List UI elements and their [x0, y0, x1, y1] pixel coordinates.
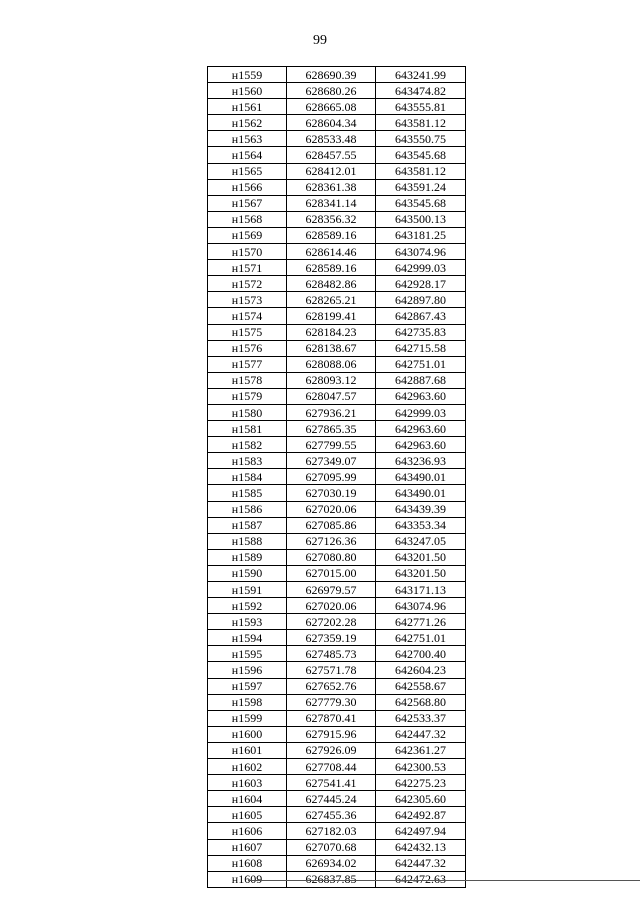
- y-coordinate-cell: 643591.24: [376, 179, 466, 195]
- y-coordinate-cell: 642447.32: [376, 726, 466, 742]
- y-coordinate-cell: 642715.58: [376, 340, 466, 356]
- y-coordinate-cell: 642447.32: [376, 855, 466, 871]
- x-coordinate-cell: 628457.55: [287, 147, 376, 163]
- y-coordinate-cell: 642568.80: [376, 694, 466, 710]
- table-row: [208, 453, 466, 469]
- point-id-cell: н1577: [208, 356, 287, 372]
- x-coordinate-cell: 627708.44: [287, 759, 376, 775]
- x-coordinate-cell: 627080.80: [287, 549, 376, 565]
- point-id-cell: н1560: [208, 83, 287, 99]
- y-coordinate-cell: 643201.50: [376, 549, 466, 565]
- x-coordinate-cell: 627485.73: [287, 646, 376, 662]
- point-id-cell: н1589: [208, 549, 287, 565]
- x-coordinate-cell: 628093.12: [287, 372, 376, 388]
- y-coordinate-cell: 642999.03: [376, 260, 466, 276]
- point-id-cell: н1583: [208, 453, 287, 469]
- table-row: [208, 421, 466, 437]
- x-coordinate-cell: 628680.26: [287, 83, 376, 99]
- coordinates-table: [207, 66, 466, 888]
- point-id-cell: н1570: [208, 244, 287, 260]
- point-id-cell: н1594: [208, 630, 287, 646]
- y-coordinate-cell: 642472.63: [376, 871, 466, 887]
- y-coordinate-cell: 643074.96: [376, 598, 466, 614]
- y-coordinate-cell: 642735.83: [376, 324, 466, 340]
- x-coordinate-cell: 628690.39: [287, 67, 376, 83]
- y-coordinate-cell: 643181.25: [376, 227, 466, 243]
- point-id-cell: н1604: [208, 791, 287, 807]
- table-row: [208, 855, 466, 871]
- y-coordinate-cell: 642558.67: [376, 678, 466, 694]
- table-row: [208, 759, 466, 775]
- y-coordinate-cell: 642492.87: [376, 807, 466, 823]
- point-id-cell: н1562: [208, 115, 287, 131]
- point-id-cell: н1576: [208, 340, 287, 356]
- x-coordinate-cell: 628482.86: [287, 276, 376, 292]
- y-coordinate-cell: 642604.23: [376, 662, 466, 678]
- x-coordinate-cell: 627455.36: [287, 807, 376, 823]
- x-coordinate-cell: 628199.41: [287, 308, 376, 324]
- point-id-cell: н1591: [208, 582, 287, 598]
- y-coordinate-cell: 643171.13: [376, 582, 466, 598]
- point-id-cell: н1588: [208, 533, 287, 549]
- point-id-cell: н1602: [208, 759, 287, 775]
- table-row: [208, 83, 466, 99]
- table-row: [208, 163, 466, 179]
- y-coordinate-cell: 642700.40: [376, 646, 466, 662]
- y-coordinate-cell: 642751.01: [376, 630, 466, 646]
- table-row: [208, 823, 466, 839]
- x-coordinate-cell: 627865.35: [287, 421, 376, 437]
- point-id-cell: н1569: [208, 227, 287, 243]
- point-id-cell: н1605: [208, 807, 287, 823]
- x-coordinate-cell: 627020.06: [287, 598, 376, 614]
- point-id-cell: н1607: [208, 839, 287, 855]
- point-id-cell: н1606: [208, 823, 287, 839]
- y-coordinate-cell: 643490.01: [376, 485, 466, 501]
- point-id-cell: н1561: [208, 99, 287, 115]
- point-id-cell: н1578: [208, 372, 287, 388]
- x-coordinate-cell: 628265.21: [287, 292, 376, 308]
- point-id-cell: н1574: [208, 308, 287, 324]
- y-coordinate-cell: 643236.93: [376, 453, 466, 469]
- point-id-cell: н1597: [208, 678, 287, 694]
- y-coordinate-cell: 642432.13: [376, 839, 466, 855]
- y-coordinate-cell: 642963.60: [376, 437, 466, 453]
- point-id-cell: н1584: [208, 469, 287, 485]
- table-row: [208, 99, 466, 115]
- table-row: [208, 742, 466, 758]
- point-id-cell: н1598: [208, 694, 287, 710]
- table-row: [208, 131, 466, 147]
- y-coordinate-cell: 643439.39: [376, 501, 466, 517]
- x-coordinate-cell: 627445.24: [287, 791, 376, 807]
- table-row: [208, 469, 466, 485]
- x-coordinate-cell: 627541.41: [287, 775, 376, 791]
- table-row: [208, 372, 466, 388]
- point-id-cell: н1608: [208, 855, 287, 871]
- y-coordinate-cell: 642305.60: [376, 791, 466, 807]
- table-row: [208, 791, 466, 807]
- x-coordinate-cell: 628138.67: [287, 340, 376, 356]
- table-row: [208, 598, 466, 614]
- table-row: [208, 388, 466, 404]
- table-row: [208, 549, 466, 565]
- x-coordinate-cell: 628589.16: [287, 260, 376, 276]
- point-id-cell: н1603: [208, 775, 287, 791]
- y-coordinate-cell: 642275.23: [376, 775, 466, 791]
- x-coordinate-cell: 627359.19: [287, 630, 376, 646]
- point-id-cell: н1579: [208, 388, 287, 404]
- table-row: [208, 694, 466, 710]
- table-row: [208, 710, 466, 726]
- point-id-cell: н1590: [208, 565, 287, 581]
- y-coordinate-cell: 642751.01: [376, 356, 466, 372]
- x-coordinate-cell: 627926.09: [287, 742, 376, 758]
- y-coordinate-cell: 643500.13: [376, 211, 466, 227]
- point-id-cell: н1564: [208, 147, 287, 163]
- table-row: [208, 260, 466, 276]
- y-coordinate-cell: 643581.12: [376, 115, 466, 131]
- table-row: [208, 324, 466, 340]
- bottom-rule: [248, 880, 640, 881]
- x-coordinate-cell: 627936.21: [287, 404, 376, 420]
- y-coordinate-cell: 643247.05: [376, 533, 466, 549]
- table-row: [208, 404, 466, 420]
- x-coordinate-cell: 627015.00: [287, 565, 376, 581]
- page-number: 99: [313, 33, 327, 48]
- point-id-cell: н1586: [208, 501, 287, 517]
- point-id-cell: н1565: [208, 163, 287, 179]
- y-coordinate-cell: 643581.12: [376, 163, 466, 179]
- x-coordinate-cell: 627349.07: [287, 453, 376, 469]
- table-row: [208, 195, 466, 211]
- table-row: [208, 614, 466, 630]
- point-id-cell: н1566: [208, 179, 287, 195]
- x-coordinate-cell: 627020.06: [287, 501, 376, 517]
- x-coordinate-cell: 627085.86: [287, 517, 376, 533]
- x-coordinate-cell: 628614.46: [287, 244, 376, 260]
- y-coordinate-cell: 643201.50: [376, 565, 466, 581]
- y-coordinate-cell: 643490.01: [376, 469, 466, 485]
- table-row: [208, 501, 466, 517]
- y-coordinate-cell: 642300.53: [376, 759, 466, 775]
- table-row: [208, 340, 466, 356]
- x-coordinate-cell: 627571.78: [287, 662, 376, 678]
- point-id-cell: н1575: [208, 324, 287, 340]
- y-coordinate-cell: 643074.96: [376, 244, 466, 260]
- table-row: [208, 565, 466, 581]
- table-row: [208, 179, 466, 195]
- y-coordinate-cell: 643550.75: [376, 131, 466, 147]
- point-id-cell: н1559: [208, 67, 287, 83]
- x-coordinate-cell: 626979.57: [287, 582, 376, 598]
- x-coordinate-cell: 627030.19: [287, 485, 376, 501]
- x-coordinate-cell: 628665.08: [287, 99, 376, 115]
- table-row: [208, 67, 466, 83]
- y-coordinate-cell: 642867.43: [376, 308, 466, 324]
- x-coordinate-cell: 628589.16: [287, 227, 376, 243]
- x-coordinate-cell: 627799.55: [287, 437, 376, 453]
- y-coordinate-cell: 642963.60: [376, 388, 466, 404]
- point-id-cell: н1563: [208, 131, 287, 147]
- x-coordinate-cell: 628047.57: [287, 388, 376, 404]
- x-coordinate-cell: 628361.38: [287, 179, 376, 195]
- y-coordinate-cell: 642897.80: [376, 292, 466, 308]
- table-row: [208, 211, 466, 227]
- y-coordinate-cell: 642361.27: [376, 742, 466, 758]
- y-coordinate-cell: 643474.82: [376, 83, 466, 99]
- x-coordinate-cell: 628341.14: [287, 195, 376, 211]
- table-row: [208, 630, 466, 646]
- x-coordinate-cell: 627779.30: [287, 694, 376, 710]
- y-coordinate-cell: 642928.17: [376, 276, 466, 292]
- point-id-cell: н1567: [208, 195, 287, 211]
- y-coordinate-cell: 643241.99: [376, 67, 466, 83]
- x-coordinate-cell: 627126.36: [287, 533, 376, 549]
- table-row: [208, 356, 466, 372]
- point-id-cell: н1600: [208, 726, 287, 742]
- y-coordinate-cell: 643545.68: [376, 195, 466, 211]
- table-row: [208, 582, 466, 598]
- x-coordinate-cell: 627652.76: [287, 678, 376, 694]
- table-row: [208, 437, 466, 453]
- y-coordinate-cell: 642963.60: [376, 421, 466, 437]
- table-row: [208, 533, 466, 549]
- y-coordinate-cell: 643353.34: [376, 517, 466, 533]
- y-coordinate-cell: 642999.03: [376, 404, 466, 420]
- point-id-cell: н1573: [208, 292, 287, 308]
- x-coordinate-cell: 628604.34: [287, 115, 376, 131]
- x-coordinate-cell: 627202.28: [287, 614, 376, 630]
- point-id-cell: н1581: [208, 421, 287, 437]
- x-coordinate-cell: 627182.03: [287, 823, 376, 839]
- table-row: [208, 517, 466, 533]
- table-row: [208, 839, 466, 855]
- point-id-cell: н1601: [208, 742, 287, 758]
- table-row: [208, 308, 466, 324]
- table-row: [208, 807, 466, 823]
- table-row: [208, 646, 466, 662]
- x-coordinate-cell: 627070.68: [287, 839, 376, 855]
- point-id-cell: н1580: [208, 404, 287, 420]
- table-row: [208, 147, 466, 163]
- table-row: [208, 662, 466, 678]
- point-id-cell: н1568: [208, 211, 287, 227]
- point-id-cell: н1582: [208, 437, 287, 453]
- point-id-cell: н1609: [208, 871, 287, 887]
- x-coordinate-cell: 626934.02: [287, 855, 376, 871]
- point-id-cell: н1587: [208, 517, 287, 533]
- table-row: [208, 726, 466, 742]
- table-row: [208, 485, 466, 501]
- table-row: [208, 276, 466, 292]
- x-coordinate-cell: 627870.41: [287, 710, 376, 726]
- table-row: [208, 678, 466, 694]
- x-coordinate-cell: 628088.06: [287, 356, 376, 372]
- point-id-cell: н1593: [208, 614, 287, 630]
- x-coordinate-cell: 627095.99: [287, 469, 376, 485]
- y-coordinate-cell: 642497.94: [376, 823, 466, 839]
- table-row: [208, 775, 466, 791]
- point-id-cell: н1571: [208, 260, 287, 276]
- table-row: [208, 227, 466, 243]
- point-id-cell: н1599: [208, 710, 287, 726]
- x-coordinate-cell: 628356.32: [287, 211, 376, 227]
- y-coordinate-cell: 642887.68: [376, 372, 466, 388]
- y-coordinate-cell: 642771.26: [376, 614, 466, 630]
- x-coordinate-cell: 627915.96: [287, 726, 376, 742]
- x-coordinate-cell: 628533.48: [287, 131, 376, 147]
- coordinates-table-body: [208, 67, 466, 888]
- table-row: [208, 115, 466, 131]
- x-coordinate-cell: 626837.85: [287, 871, 376, 887]
- y-coordinate-cell: 643545.68: [376, 147, 466, 163]
- point-id-cell: н1592: [208, 598, 287, 614]
- point-id-cell: н1595: [208, 646, 287, 662]
- point-id-cell: н1572: [208, 276, 287, 292]
- x-coordinate-cell: 628184.23: [287, 324, 376, 340]
- table-row: [208, 292, 466, 308]
- point-id-cell: н1596: [208, 662, 287, 678]
- point-id-cell: н1585: [208, 485, 287, 501]
- x-coordinate-cell: 628412.01: [287, 163, 376, 179]
- y-coordinate-cell: 642533.37: [376, 710, 466, 726]
- table-row: [208, 244, 466, 260]
- y-coordinate-cell: 643555.81: [376, 99, 466, 115]
